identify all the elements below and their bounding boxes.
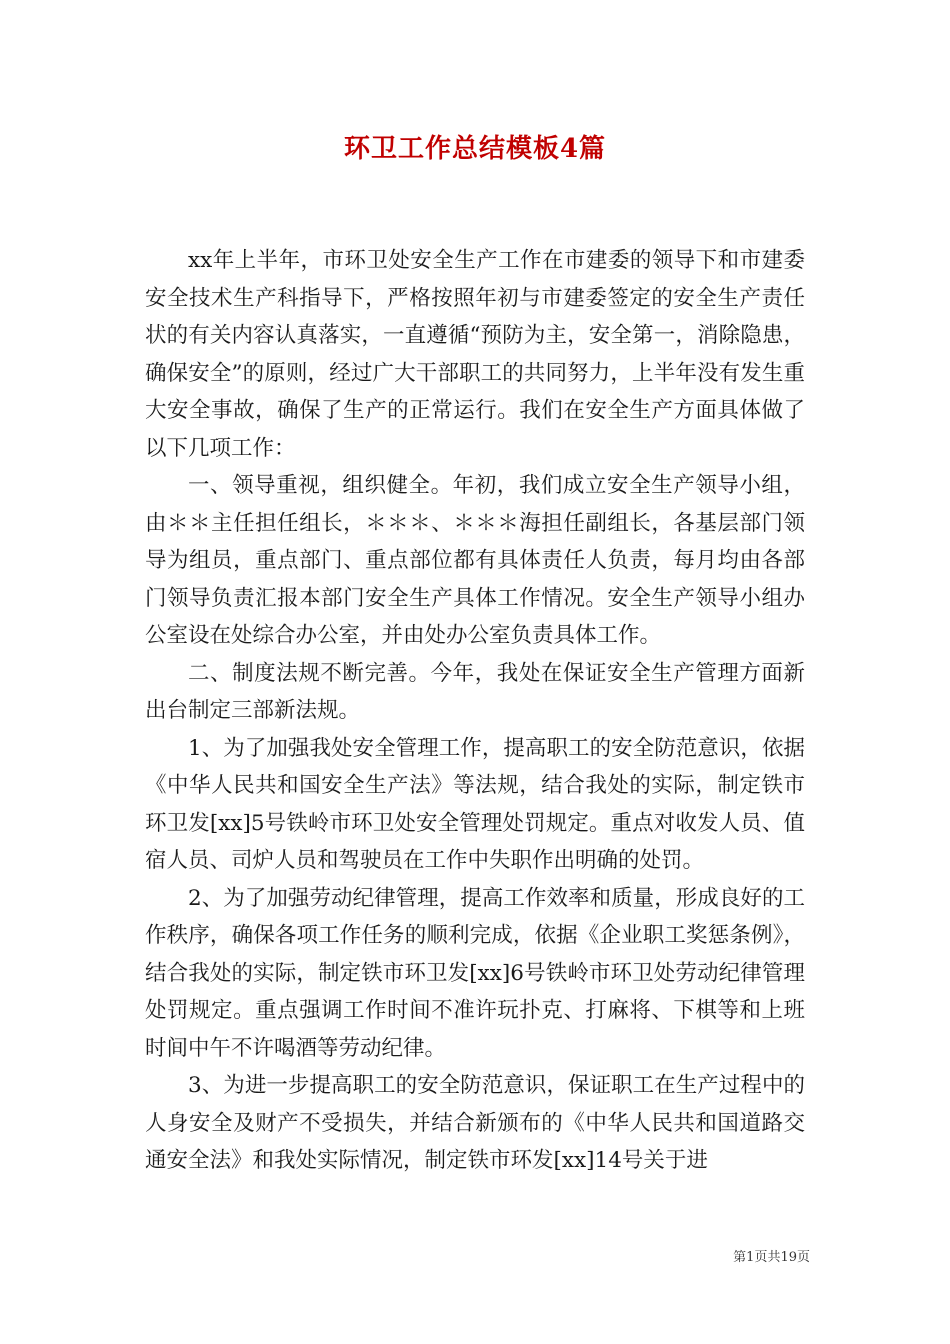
paragraph-item-1: 1、为了加强我处安全管理工作，提高职工的安全防范意识，依据《中华人民共和国安全生产法》等法规，结合我处的实际，制定铁市环卫发[xx]5号铁岭市环卫处安全管理处罚规定。重点对收发人员、值宿人员、司炉人员和驾驶员在工作中失职作出明确的处罚。 bbox=[145, 735, 805, 873]
page-number-footer: 第1页共19页 bbox=[733, 1250, 810, 1265]
paragraph-item-3: 3、为进一步提高职工的安全防范意识，保证职工在生产过程中的人身安全及财产不受损失，并结合新颁布的《中华人民共和国道路交通安全法》和我处实际情况，制定铁市环发[xx]14号关于进 bbox=[145, 1073, 805, 1173]
document-title: 环卫工作总结模板4篇 bbox=[343, 134, 607, 164]
document-body bbox=[145, 242, 805, 1180]
paragraph-item-2: 2、为了加强劳动纪律管理，提高工作效率和质量，形成良好的工作秩序，确保各项工作任务的顺利完成，依据《企业职工奖惩条例》，结合我处的实际，制定铁市环卫发[xx]6号铁岭市环卫处劳动纪律管理处罚规定。重点强调工作时间不准许玩扑克、打麻将、下棋等和上班时间中午不许喝酒等劳动纪律。 bbox=[145, 885, 805, 1061]
paragraph-intro: xx年上半年，市环卫处安全生产工作在市建委的领导下和市建委安全技术生产科指导下，严格按照年初与市建委签定的安全生产责任状的有关内容认真落实，一直遵循“预防为主，安全第一，消除隐患，确保安全”的原则，经过广大干部职工的共同努力，上半年没有发生重大安全事故，确保了生产的正常运行。我们在安全生产方面具体做了以下几项工作： bbox=[145, 248, 805, 461]
paragraph-section-1: 一、领导重视，组织健全。年初，我们成立安全生产领导小组，由＊＊主任担任组长，＊＊＊、＊＊＊海担任副组长，各基层部门领导为组员，重点部门、重点部位都有具体责任人负责，每月均由各部门领导负责汇报本部门安全生产具体工作情况。安全生产领导小组办公室设在处综合办公室，并由处办公室负责具体工作。 bbox=[145, 473, 805, 648]
paragraph-section-2: 二、制度法规不断完善。今年，我处在保证安全生产管理方面新出台制定三部新法规。 bbox=[145, 660, 805, 723]
